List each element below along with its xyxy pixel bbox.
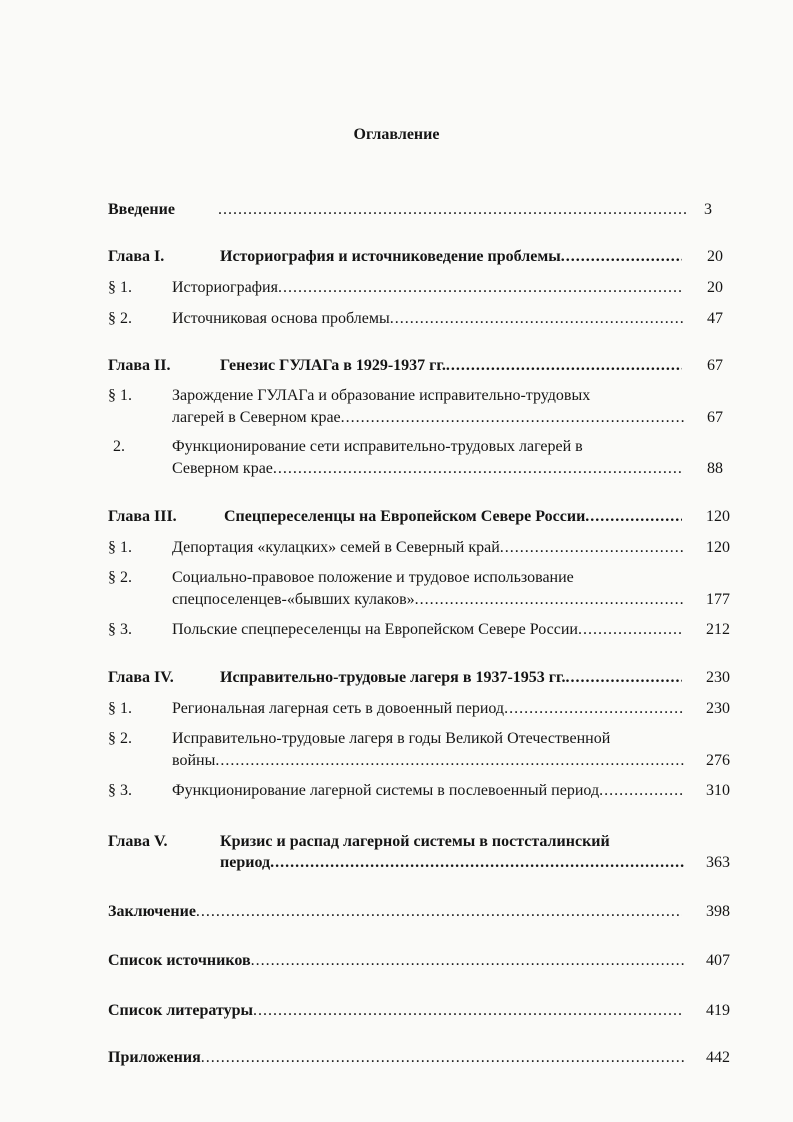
entry-label: Приложения bbox=[108, 1049, 201, 1066]
section-number: § 2. bbox=[108, 569, 132, 586]
page-number: 230 bbox=[706, 700, 730, 717]
section-number: § 1. bbox=[108, 387, 132, 404]
leader-dots bbox=[341, 407, 684, 429]
chapter-label: Глава II. bbox=[108, 357, 171, 374]
page-number: 177 bbox=[706, 591, 730, 608]
chapter-title: Генезис ГУЛАГа в 1929-1937 гг. bbox=[220, 357, 446, 374]
section-title-line-2: спецпоселенцев-«бывших кулаков» bbox=[172, 591, 415, 608]
leader-dots bbox=[415, 589, 684, 611]
entry-label: Список литературы bbox=[108, 1002, 253, 1019]
section-title: Польские спецпереселенцы на Европейском Севере России bbox=[172, 621, 578, 638]
leader-dots bbox=[504, 698, 684, 720]
page-number: 120 bbox=[706, 508, 730, 525]
chapter-label: Глава IV. bbox=[108, 669, 174, 686]
section-title-line-2: войны bbox=[172, 752, 216, 769]
page-number: 120 bbox=[706, 539, 730, 556]
page-number: 310 bbox=[706, 782, 730, 799]
entry-label: Введение bbox=[108, 201, 175, 218]
chapter-label: Глава V. bbox=[108, 833, 168, 850]
chapter-label: Глава I. bbox=[108, 248, 165, 265]
page-title: Оглавление bbox=[353, 126, 440, 143]
page-number: 407 bbox=[706, 952, 730, 969]
leader-dots bbox=[253, 1000, 684, 1022]
chapter-title: Спецпереселенцы на Европейском Севере России bbox=[224, 508, 586, 525]
page-number: 230 bbox=[706, 669, 730, 686]
section-title: Функционирование лагерной системы в послевоенный период bbox=[172, 782, 600, 799]
section-title: Депортация «кулацких» семей в Северный край bbox=[172, 539, 500, 556]
page-number: 398 bbox=[706, 903, 730, 920]
page-number: 67 bbox=[707, 357, 723, 374]
entry-label: Заключение bbox=[108, 903, 196, 920]
page-number: 20 bbox=[707, 248, 723, 265]
section-title-line-1: Функционирование сети исправительно-трудовых лагерей в bbox=[172, 438, 583, 455]
leader-dots bbox=[578, 619, 684, 641]
leader-dots bbox=[585, 506, 682, 528]
section-title-line-2: Северном крае bbox=[172, 460, 273, 477]
section-title: Историография bbox=[172, 279, 278, 296]
chapter-title: Исправительно-трудовые лагеря в 1937-1953 гг. bbox=[220, 669, 566, 686]
chapter-title-line-2: период bbox=[220, 854, 271, 871]
leader-dots bbox=[218, 199, 688, 221]
section-title: Источниковая основа проблемы bbox=[172, 310, 390, 327]
section-title-line-1: Исправительно-трудовые лагеря в годы Великой Отечественной bbox=[172, 730, 611, 747]
section-number: § 2. bbox=[108, 310, 132, 327]
page-number: 212 bbox=[706, 621, 730, 638]
section-title-line-1: Зарождение ГУЛАГа и образование исправительно-трудовых bbox=[172, 387, 591, 404]
chapter-label: Глава III. bbox=[108, 508, 177, 525]
leader-dots bbox=[215, 750, 684, 772]
page-number: 67 bbox=[707, 409, 723, 426]
page-number: 88 bbox=[707, 460, 723, 477]
leader-dots bbox=[201, 1047, 684, 1069]
section-number: 2. bbox=[113, 438, 125, 455]
section-number: § 2. bbox=[108, 730, 132, 747]
section-number: § 1. bbox=[108, 539, 132, 556]
page-number: 442 bbox=[706, 1049, 730, 1066]
leader-dots bbox=[566, 667, 682, 689]
section-title-line-2: лагерей в Северном крае bbox=[172, 409, 341, 426]
leader-dots bbox=[561, 246, 682, 268]
section-number: § 1. bbox=[108, 700, 132, 717]
leader-dots bbox=[251, 950, 684, 972]
leader-dots bbox=[446, 355, 682, 377]
page-number: 276 bbox=[706, 752, 730, 769]
section-title: Региональная лагерная сеть в довоенный период bbox=[172, 700, 505, 717]
page-number: 47 bbox=[707, 310, 723, 327]
page-number: 20 bbox=[707, 279, 723, 296]
leader-dots bbox=[278, 277, 684, 299]
leader-dots bbox=[196, 901, 682, 923]
leader-dots bbox=[500, 537, 684, 559]
chapter-title-line-1: Кризис и распад лагерной системы в постсталинский bbox=[220, 833, 610, 850]
chapter-title: Историография и источниковедение проблемы bbox=[220, 248, 561, 265]
section-number: § 1. bbox=[108, 279, 132, 296]
page-number: 419 bbox=[706, 1002, 730, 1019]
page-number: 363 bbox=[706, 854, 730, 871]
leader-dots bbox=[390, 308, 684, 330]
leader-dots bbox=[273, 458, 684, 480]
leader-dots bbox=[270, 852, 684, 874]
entry-label: Список источников bbox=[108, 952, 251, 969]
section-number: § 3. bbox=[108, 621, 132, 638]
page-number: 3 bbox=[704, 201, 712, 218]
leader-dots bbox=[599, 780, 684, 802]
section-number: § 3. bbox=[108, 782, 132, 799]
section-title-line-1: Социально-правовое положение и трудовое использование bbox=[172, 569, 574, 586]
